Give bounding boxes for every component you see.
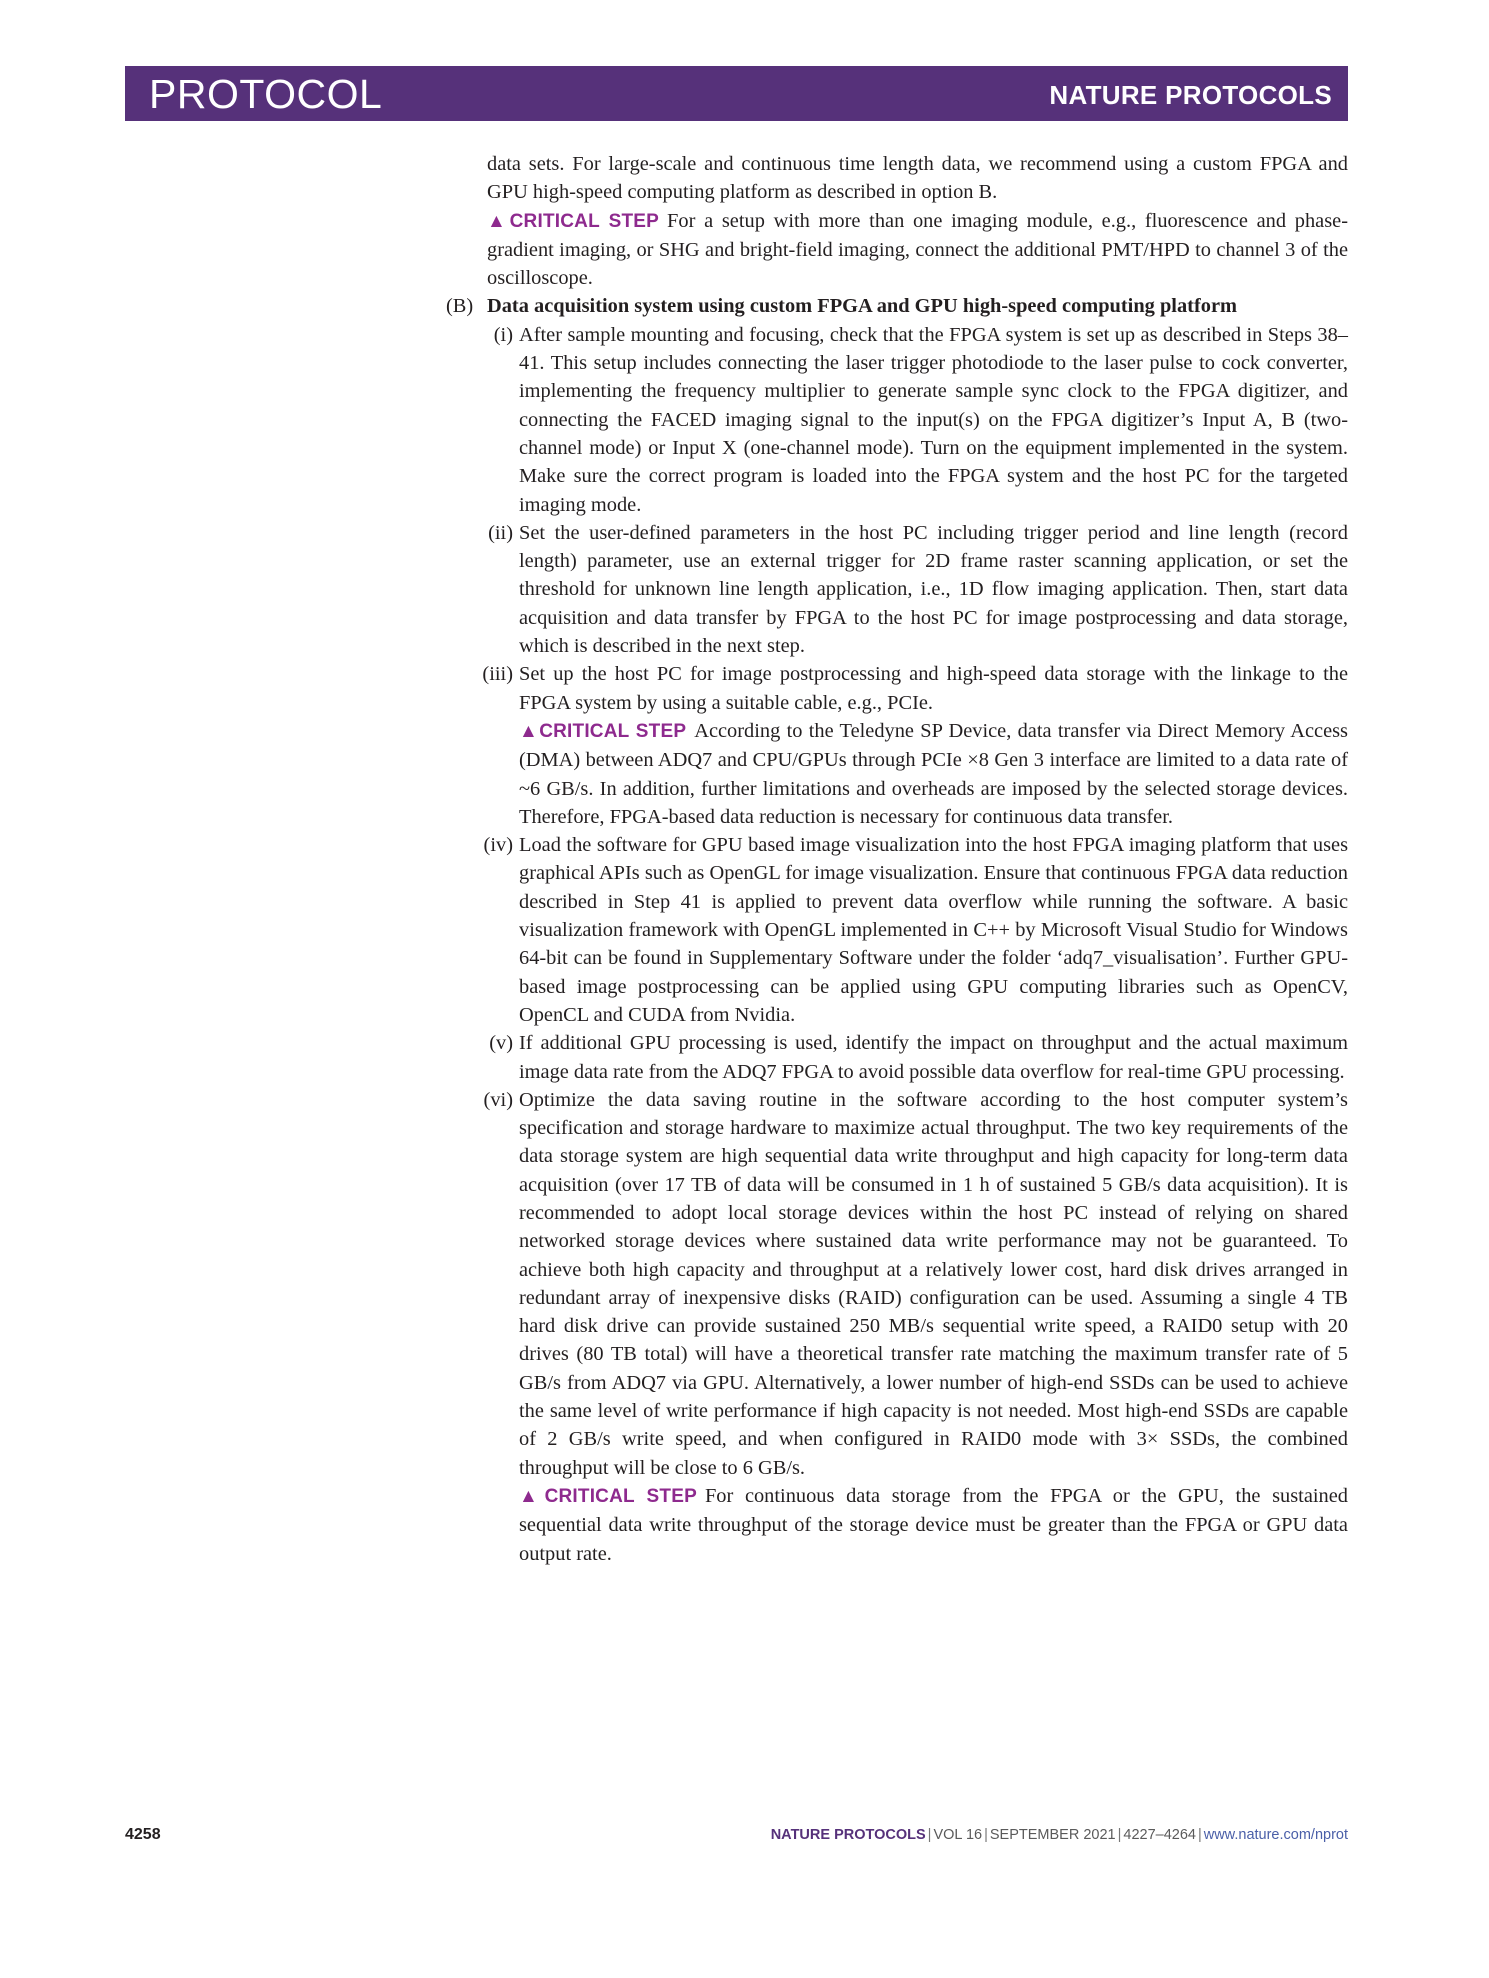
- option-title: Data acquisition system using custom FPGA and GPU high-speed computing platform: [487, 295, 1237, 318]
- step-item: [446, 660, 1348, 717]
- step-text: If additional GPU processing is used, identify the impact on throughput and the actual maximum image data rate from the ADQ7 FPGA to avoid possible data overflow for real-time GPU processing.: [519, 1032, 1348, 1083]
- step-text: Optimize the data saving routine in the software according to the host computer system’s specification and storage hardware to maximize actual throughput. The two key requirements of the data storage system are high sequential data write throughput and high capacity for long-term data acquisition (over 17 TB of data will be consumed in 1 h of sustained 5 GB/s data acquisition). It is recommended to adopt local storage devices within the host PC instead of relying on shared networked storage devices where sustained data write performance may not be guaranteed. To achieve both high capacity and throughput at a relatively lower cost, hard disk drives arranged in redundant array of inexpensive disks (RAID) configuration can be used. Assuming a single 4 TB hard disk drive can provide sustained 250 MB/s sequential write speed, a RAID0 setup with 20 drives (80 TB total) will have a theoretical transfer rate matching the maximum transfer rate of 5 GB/s from ADQ7 via GPU. Alternatively, a lower number of high-end SSDs can be used to achieve the same level of write performance if high capacity is not needed. Most high-end SSDs are capable of 2 GB/s write speed, and when configured in RAID0 mode with 3× SSDs, the combined throughput will be close to 6 GB/s.: [519, 1088, 1348, 1479]
- critical-step-label: ▲CRITICAL STEP: [519, 1485, 697, 1507]
- critical-step-note: [446, 207, 1348, 293]
- journal-name: NATURE PROTOCOLS: [1049, 80, 1332, 110]
- step-label: (iv): [483, 834, 513, 857]
- page-number: 4258: [125, 1826, 161, 1843]
- step-item: [446, 831, 1348, 1029]
- step-item: [446, 519, 1348, 660]
- step-item: [446, 321, 1348, 519]
- option-heading: [446, 292, 1348, 320]
- critical-step-note: [446, 1482, 1348, 1568]
- step-item: [446, 1029, 1348, 1086]
- critical-step-note: [446, 717, 1348, 831]
- footer-journal: NATURE PROTOCOLS: [770, 1827, 926, 1843]
- critical-step-text: For continuous data storage from the FPGA or the GPU, the sustained sequential data write throughput of the storage device must be greater than the FPGA or GPU data output rate.: [519, 1484, 1348, 1565]
- step-label: (ii): [488, 521, 513, 544]
- footer-citation: NATURE PROTOCOLS | VOL 16 | SEPTEMBER 2021 | 4227–4264 | www.nature.com/nprot: [770, 1827, 1348, 1843]
- section-label: PROTOCOL: [149, 71, 383, 117]
- step-label: (iii): [482, 663, 513, 686]
- step-item: [446, 1086, 1348, 1482]
- step-text: Set the user-defined parameters in the host PC including trigger period and line length (record length) parameter, use an external trigger for 2D frame raster scanning application, or set the threshold for unknown line length application, i.e., 1D flow imaging application. Then, start data acquisition and data transfer by FPGA to the host PC for image postprocessing and data storage, which is described in the next step.: [519, 521, 1348, 658]
- critical-step-label: ▲CRITICAL STEP: [519, 720, 687, 742]
- step-label: (i): [493, 323, 513, 346]
- footer-pages: 4227–4264: [1123, 1827, 1196, 1843]
- journal-url-link[interactable]: www.nature.com/nprot: [1203, 1827, 1348, 1843]
- step-text: Load the software for GPU based image visualization into the host FPGA imaging platform that uses graphical APIs such as OpenGL for image visualization. Ensure that continuous FPGA data reduction described in Step 41 is applied to prevent data overflow while running the software. A basic visualization framework with OpenGL implemented in C++ by Microsoft Visual Studio for Windows 64-bit can be found in Supplementary Software under the folder ‘adq7_visualisation’. Further GPU-based image postprocessing can be applied using GPU computing libraries such as OpenCV, OpenCL and CUDA from Nvidia.: [519, 834, 1348, 1026]
- step-text: Set up the host PC for image postprocessing and high-speed data storage with the linkage to the FPGA system by using a suitable cable, e.g., PCIe.: [519, 663, 1348, 714]
- critical-step-text: According to the Teledyne SP Device, data transfer via Direct Memory Access (DMA) between ADQ7 and CPU/GPUs through PCIe ×8 Gen 3 interface are limited to a data rate of ~6 GB/s. In addition, further limitations and overheads are imposed by the selected storage devices. Therefore, FPGA-based data reduction is necessary for continuous data transfer.: [519, 719, 1348, 828]
- header-bar: [125, 66, 1348, 121]
- intro-paragraph: data sets. For large-scale and continuous time length data, we recommend using a custom FPGA and GPU high-speed computing platform as described in option B.: [487, 153, 1348, 204]
- option-label: (B): [446, 295, 474, 318]
- article-body: [446, 150, 1348, 1568]
- critical-step-text: For a setup with more than one imaging module, e.g., fluorescence and phase-gradient imaging, or SHG and bright-field imaging, connect the additional PMT/HPD to channel 3 of the oscilloscope.: [487, 209, 1348, 290]
- step-label: (v): [489, 1032, 513, 1055]
- step-text: After sample mounting and focusing, check that the FPGA system is set up as described in Steps 38–41. This setup includes connecting the laser trigger photodiode to the laser pulse to cock converter, implementing the frequency multiplier to generate sample sync clock to the FPGA digitizer, and connecting the FACED imaging signal to the input(s) on the FPGA digitizer’s Input A, B (two-channel mode) or Input X (one-channel mode). Turn on the equipment implemented in the system. Make sure the correct program is loaded into the FPGA system and the host PC for the targeted imaging mode.: [519, 323, 1348, 516]
- footer-volume: VOL 16: [933, 1827, 983, 1843]
- footer-date: SEPTEMBER 2021: [989, 1827, 1116, 1843]
- critical-step-label: ▲CRITICAL STEP: [487, 210, 660, 232]
- step-label: (vi): [483, 1088, 513, 1111]
